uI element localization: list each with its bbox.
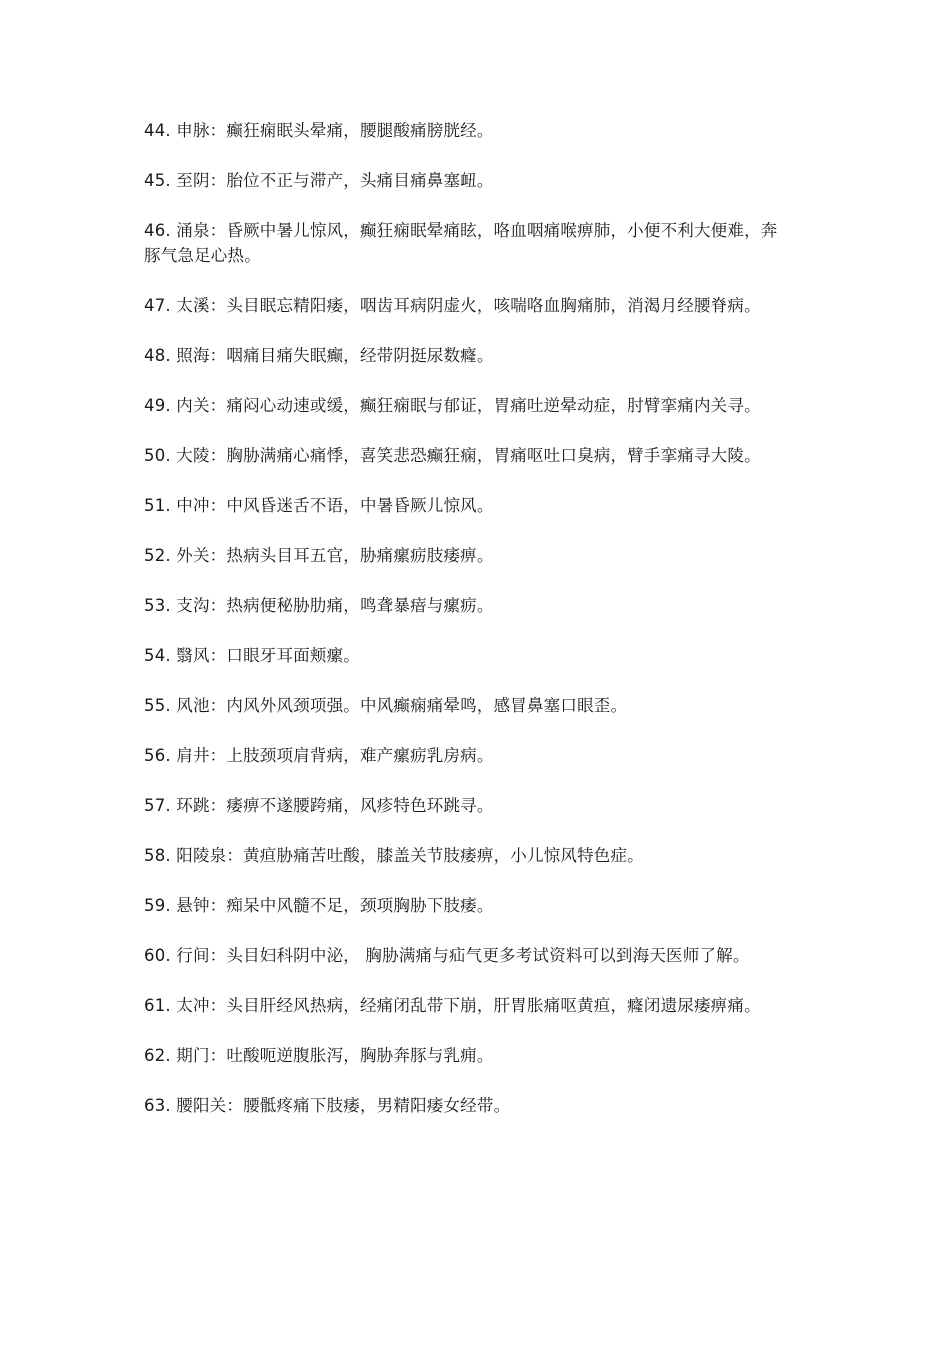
acupoint-entry-55: 55. 风池：内风外风颈项强。中风癫痫痛晕鸣，感冒鼻塞口眼歪。 [144, 696, 628, 715]
acupoint-entry-57: 57. 环跳：痿痹不遂腰跨痛，风疹特色环跳寻。 [144, 796, 494, 815]
acupoint-entry-47: 47. 太溪：头目眠忘精阳痿，咽齿耳病阴虚火，咳喘咯血胸痛肺，消渴月经腰脊病。 [144, 296, 761, 315]
acupoint-entry-48: 48. 照海：咽痛目痛失眠癫，经带阴挺尿数癃。 [144, 346, 494, 365]
acupoint-entry-54: 54. 翳风：口眼牙耳面颊瘰。 [144, 646, 360, 665]
acupoint-entry-61: 61. 太冲：头目肝经风热病，经痛闭乱带下崩，肝胃胀痛呕黄疸，癃闭遗尿痿痹痛。 [144, 996, 761, 1015]
acupoint-list [144, 118, 784, 1143]
acupoint-entry-63: 63. 腰阳关：腰骶疼痛下肢痿，男精阳痿女经带。 [144, 1096, 511, 1115]
acupoint-entry-49: 49. 内关：痛闷心动速或缓，癫狂痫眠与郁证，胃痛吐逆晕动症，肘臂挛痛内关寻。 [144, 396, 761, 415]
acupoint-entry-60: 60. 行间：头目妇科阴中泌， 胸胁满痛与疝气更多考试资料可以到海天医师了解。 [144, 946, 750, 965]
acupoint-entry-62: 62. 期门：吐酸呃逆腹胀泻，胸胁奔豚与乳痈。 [144, 1046, 494, 1065]
acupoint-entry-59: 59. 悬钟：痴呆中风髓不足，颈项胸胁下肢痿。 [144, 896, 494, 915]
acupoint-entry-44: 44. 申脉：癫狂痫眠头晕痛，腰腿酸痛膀胱经。 [144, 121, 494, 140]
acupoint-entry-56: 56. 肩井：上肢颈项肩背病，难产瘰疬乳房病。 [144, 746, 494, 765]
acupoint-entry-53: 53. 支沟：热病便秘胁肋痛，鸣聋暴瘖与瘰疬。 [144, 596, 494, 615]
acupoint-entry-45: 45. 至阴：胎位不正与滞产，头痛目痛鼻塞衄。 [144, 171, 494, 190]
acupoint-entry-51: 51. 中冲：中风昏迷舌不语，中暑昏厥儿惊风。 [144, 496, 494, 515]
acupoint-entry-52: 52. 外关：热病头目耳五官，胁痛瘰疬肢痿痹。 [144, 546, 494, 565]
acupoint-entry-50: 50. 大陵：胸胁满痛心痛悸，喜笑悲恐癫狂痫，胃痛呕吐口臭病，臂手挛痛寻大陵。 [144, 446, 761, 465]
acupoint-entry-46: 46. 涌泉：昏厥中暑儿惊风，癫狂痫眠晕痛眩，咯血咽痛喉痹肺，小便不利大便难，奔豚气急足心热。 [144, 221, 778, 265]
acupoint-entry-58: 58. 阳陵泉：黄疸胁痛苦吐酸，膝盖关节肢痿痹，小儿惊风特色症。 [144, 846, 644, 865]
